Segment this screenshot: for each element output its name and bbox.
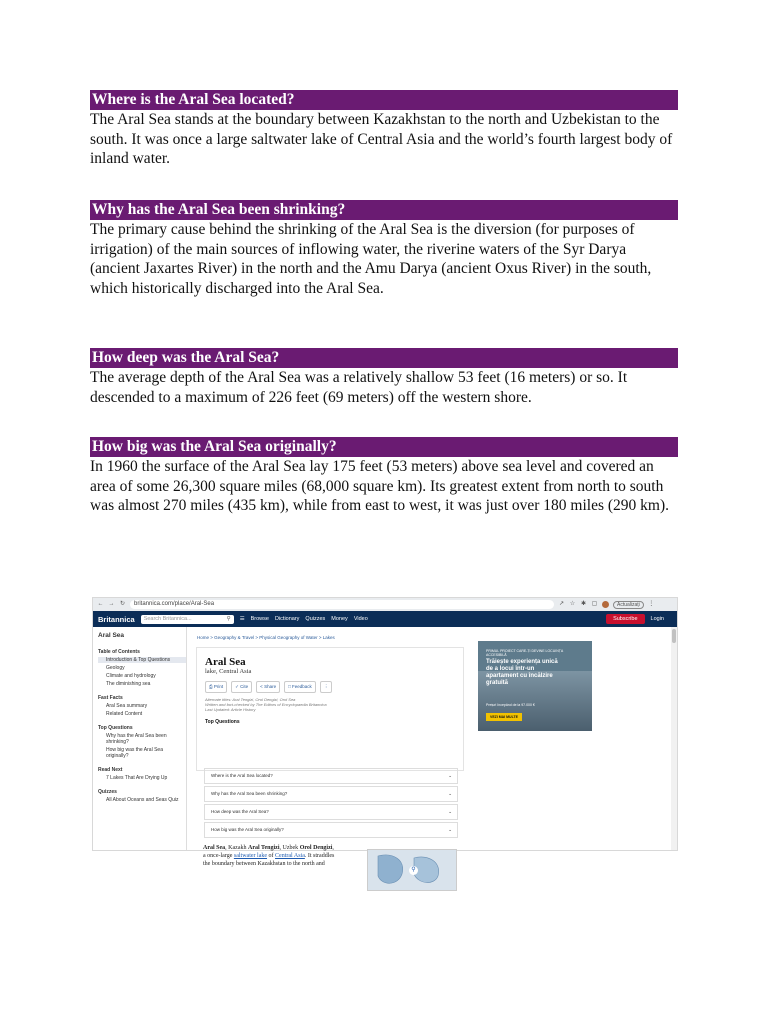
last-updated: Last Updated: Article History <box>205 707 256 712</box>
search-input[interactable] <box>141 615 234 624</box>
intro-text: , Uzbek <box>279 845 300 851</box>
action-row <box>205 681 455 693</box>
feedback-button[interactable]: □ Feedback <box>284 681 316 693</box>
chevron-down-icon: ⌄ <box>448 827 452 832</box>
answer-text: The average depth of the Aral Sea was a relatively shallow 53 feet (16 meters) or so. It descended to a maximum of 226 feet (69 meters) off the western shore. <box>90 369 628 406</box>
written-by: Written and fact-checked by The Editors of Encyclopaedia Britannica <box>205 702 327 707</box>
central-asia-link[interactable]: Central Asia <box>275 853 305 859</box>
toc-article-title: Aral Sea <box>98 632 125 639</box>
forward-icon[interactable]: → <box>108 601 115 607</box>
article-card <box>196 647 464 771</box>
toc-item[interactable]: All About Oceans and Seas Quiz <box>106 797 179 803</box>
search-icon[interactable]: ⚲ <box>226 615 231 622</box>
map-thumbnail[interactable] <box>367 849 457 891</box>
chevron-down-icon: ⌄ <box>448 809 452 814</box>
question-heading: How big was the Aral Sea originally? <box>90 437 678 457</box>
nav-quizzes[interactable]: Quizzes <box>305 616 326 622</box>
question-row[interactable] <box>204 786 458 802</box>
nav-video[interactable]: Video <box>353 616 368 622</box>
read-next-heading: Read Next <box>98 767 123 773</box>
top-questions-heading: Top Questions <box>98 725 133 731</box>
advertisement[interactable] <box>478 641 592 731</box>
question-heading: How deep was the Aral Sea? <box>90 348 678 368</box>
nav-money[interactable]: Money <box>331 616 348 622</box>
question-text: Where is the Aral Sea located? <box>211 773 273 778</box>
more-icon[interactable]: ⋮ <box>320 681 333 693</box>
toc-item[interactable]: Related Content <box>106 711 143 717</box>
answer-text: The Aral Sea stands at the boundary between Kazakhstan to the north and Uzbekistan to the south. It was once a large saltwater lake of Central Asia and the world’s fourth largest body of inland water. <box>90 111 673 168</box>
address-bar[interactable]: britannica.com/place/Aral-Sea <box>130 600 554 609</box>
nav-browse[interactable]: Browse <box>250 616 269 622</box>
question-list <box>204 766 458 838</box>
ad-price: Prețuri începând de la 97.000 € <box>486 703 535 707</box>
toc-item[interactable]: 7 Lakes That Are Drying Up <box>106 775 168 781</box>
sidebar-icon[interactable]: ▢ <box>591 601 598 607</box>
question-row[interactable] <box>204 768 458 784</box>
nav-dictionary[interactable]: Dictionary <box>274 616 300 622</box>
page-content <box>93 627 677 873</box>
scrollbar-thumb[interactable] <box>672 629 676 643</box>
page-scrollbar[interactable] <box>671 627 677 850</box>
breadcrumb[interactable]: Home > Geography & Travel > Physical Geography of Water > Lakes <box>197 635 335 640</box>
chevron-down-icon: ⌄ <box>448 791 452 796</box>
reload-icon[interactable]: ↻ <box>119 601 126 607</box>
search-placeholder: Search Britannica... <box>143 615 192 622</box>
share-label: Share <box>264 684 277 689</box>
answer-text: The primary cause behind the shrinking of the Aral Sea is the diversion (for purposes of irrigation) of the main sources of inflowing water, the riverine waters of the Syr Darya (ancient Jaxartes River) in the north and the Amu Darya (ancient Oxus River) in the south, which historically discharged into the Aral Sea. <box>90 221 652 297</box>
chevron-down-icon: ⌄ <box>448 773 452 778</box>
toc-item[interactable]: How big was the Aral Sea originally? <box>106 747 163 759</box>
question-row[interactable] <box>204 804 458 820</box>
cite-label: Cite <box>240 684 249 689</box>
article-intro <box>203 844 338 868</box>
ad-cta-button[interactable]: VEZI MAI MULTE <box>486 713 522 721</box>
toc-item[interactable]: The diminishing sea <box>106 681 151 687</box>
alternate-titles: Alternate titles: Aral Tengizi, Orol Dengizi, Orol Sea <box>205 697 296 702</box>
question-text: Why has the Aral Sea been shrinking? <box>211 791 288 796</box>
subscribe-button[interactable]: Subscribe <box>606 614 644 624</box>
question-heading: Why has the Aral Sea been shrinking? <box>90 200 678 220</box>
qa-depth <box>90 348 678 407</box>
intro-text: , a once-large <box>203 845 334 859</box>
saltwater-lake-link[interactable]: saltwater lake <box>233 853 268 859</box>
fast-facts-heading: Fast Facts <box>98 695 123 701</box>
question-row[interactable] <box>204 822 458 838</box>
question-text: How deep was the Aral Sea? <box>211 809 269 814</box>
toc-heading: Table of Contents <box>98 649 140 655</box>
share-icon[interactable]: ↗ <box>558 601 565 607</box>
toc-item[interactable]: Aral Sea summary <box>106 703 148 709</box>
britannica-screenshot <box>92 597 678 873</box>
toc-item[interactable]: Introduction & Top Questions <box>98 657 186 663</box>
table-of-contents <box>93 627 187 850</box>
intro-term: Aral Tengizi <box>248 845 280 851</box>
hamburger-icon[interactable]: ☰ <box>239 616 245 622</box>
qa-located <box>90 90 678 169</box>
qa-shrinking <box>90 200 678 298</box>
toc-item[interactable]: Why has the Aral Sea been shrinking? <box>106 733 167 745</box>
intro-text: , Kazakh <box>225 845 248 851</box>
back-icon[interactable]: ← <box>97 601 104 607</box>
ad-eyebrow: PRIMUL PROIECT CARE-ȚI DEVINE LOCUINȚA ACCESIBILĂ <box>486 649 564 657</box>
question-heading: Where is the Aral Sea located? <box>90 90 678 110</box>
britannica-logo[interactable]: Britannica <box>98 614 135 624</box>
toc-item[interactable]: Climate and hydrology <box>106 673 156 679</box>
intro-term: Orol Dengizi <box>299 845 333 851</box>
article-meta <box>205 697 455 712</box>
update-button[interactable]: Actualizați <box>613 601 644 609</box>
print-label: Print <box>213 684 224 689</box>
top-questions-label: Top Questions <box>205 719 240 725</box>
britannica-header <box>93 611 677 627</box>
share-button[interactable]: < Share <box>256 681 280 693</box>
quizzes-heading: Quizzes <box>98 789 117 795</box>
intro-text: . It straddles the boundary between Kazakhstan to the north and <box>203 853 335 867</box>
cite-button[interactable]: ✓ Cite <box>231 681 252 693</box>
intro-term: Aral Sea <box>203 845 226 851</box>
print-button[interactable]: ⎙ Print <box>205 681 227 693</box>
star-icon[interactable]: ☆ <box>569 601 576 607</box>
browser-toolbar <box>93 598 677 611</box>
ad-headline: Trăiește experiența unică de a locui într-un apartament cu încălzire gratuită <box>486 659 558 686</box>
zoom-icon[interactable]: ⚲ <box>409 866 418 875</box>
qa-size <box>90 437 678 516</box>
extensions-icon[interactable]: ✱ <box>580 601 587 607</box>
answer-text: In 1960 the surface of the Aral Sea lay 175 feet (53 meters) above sea level and covered an area of some 26,300 square miles (68,000 square km). Its greatest extent from north to south was almost 270 miles (435 km), while from east to west, it was just over 180 miles (290 km). <box>90 458 670 515</box>
toc-item[interactable]: Geology <box>106 665 125 671</box>
intro-text: of <box>267 853 276 859</box>
profile-avatar[interactable] <box>602 601 609 608</box>
feedback-label: Feedback <box>292 684 312 689</box>
article-title: Aral Sea <box>205 656 246 668</box>
menu-icon[interactable]: ⋮ <box>648 601 655 607</box>
question-text: How big was the Aral Sea originally? <box>211 827 284 832</box>
article-subtitle: lake, Central Asia <box>205 668 252 675</box>
login-button[interactable]: Login <box>650 616 664 622</box>
